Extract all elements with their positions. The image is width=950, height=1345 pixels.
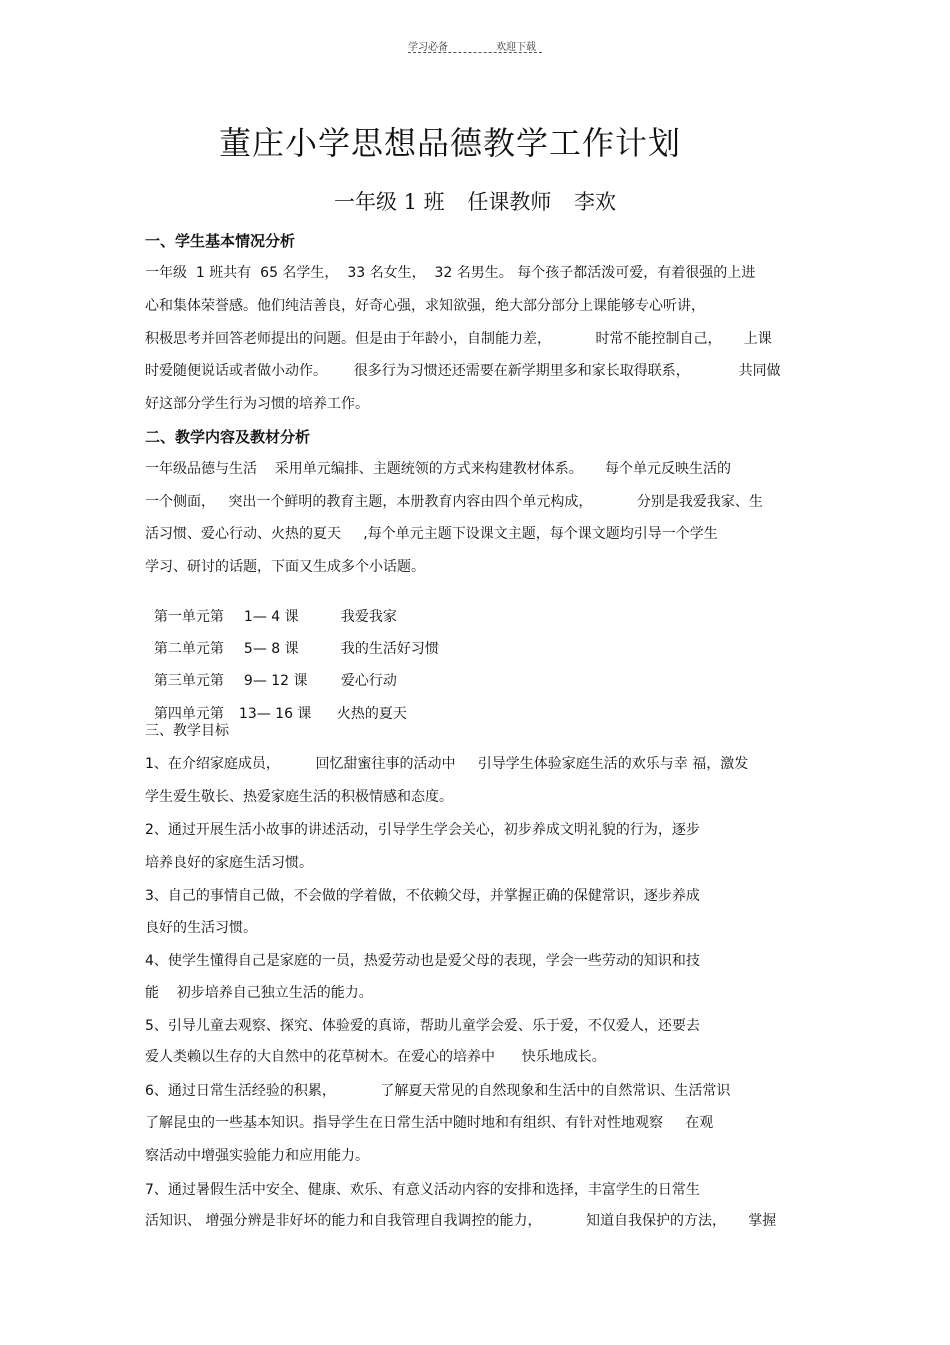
header-left-text: 学习必备 [408,42,448,53]
unit-topic: 爱心行动 [340,673,397,689]
paragraph-line: 良好的生活习惯。 [145,920,257,936]
section-heading-3: 三、教学目标 [145,723,229,739]
unit-label: 第一单元第 [153,609,224,625]
unit-label: 第四单元第 [153,706,224,722]
unit-row [145,654,397,690]
paragraph-line: 培养良好的家庭生活习惯。 [145,855,313,871]
paragraph-line: 心和集体荣誉感。他们纯洁善良，好奇心强，求知欲强，绝大部分部分上课能够专心听讲， [145,298,705,314]
unit-row [145,622,439,658]
paragraph-line: 6、通过日常生活经验的积累， 了解夏天常见的自然现象和生活中的自然常识、生活常识 [145,1083,731,1099]
paragraph-line: 一年级品德与生活 采用单元编排、主题统领的方式来构建教材体系。 每个单元反映生活的 [145,461,732,477]
unit-lessons: 13— 16 课 [238,706,312,722]
paragraph-line: 7、通过暑假生活中安全、健康、欢乐、有意义活动内容的安排和选择，丰富学生的日常生 [145,1182,700,1198]
paragraph-line: 爱人类赖以生存的大自然中的花草树木。在爱心的培养中 快乐地成长。 [145,1049,606,1065]
paragraph-line: 活知识、 增强分辨是非好坏的能力和自我管理自我调控的能力， 知道自我保护的方法， 掌握 [145,1213,777,1229]
paragraph-line: 3、自己的事情自己做，不会做的学着做，不依赖父母，并掌握正确的保健常识，逐步养成 [145,888,700,904]
unit-topic: 我爱我家 [340,609,397,625]
unit-topic: 火热的夏天 [336,706,407,722]
paragraph-line: 4、使学生懂得自己是家庭的一员，热爱劳动也是爱父母的表现，学会一些劳动的知识和技 [145,953,700,969]
unit-row [145,687,407,723]
paragraph-line: 2、通过开展生活小故事的讲述活动，引导学生学会关心，初步养成文明礼貌的行为，逐步 [145,822,700,838]
section-heading-2: 二、教学内容及教材分析 [145,428,311,446]
subtitle-grade: 一年级 1 班 [333,190,445,214]
subtitle-role: 任课教师 [467,190,552,214]
header-divider [408,52,542,53]
unit-lessons: 5— 8 课 [243,641,299,657]
paragraph-line: 好这部分学生行为习惯的培养工作。 [145,396,369,412]
paragraph-line: 一个侧面， 突出一个鲜明的教育主题，本册教育内容由四个单元构成， 分别是我爱我家、生 [145,494,763,510]
subtitle-teacher-name: 李欢 [574,190,617,214]
paragraph-line: 学生爱生敬长、热爱家庭生活的积极情感和态度。 [145,789,453,805]
unit-label: 第三单元第 [153,673,224,689]
paragraph-line: 察活动中增强实验能力和应用能力。 [145,1148,369,1164]
paragraph-line: 了解昆虫的一些基本知识。指导学生在日常生活中随时地和有组织、有针对性地观察 在观 [145,1115,714,1131]
unit-lessons: 1— 4 课 [243,609,299,625]
paragraph-line: 活习惯、爱心行动、火热的夏天 ,每个单元主题下设课文主题，每个课文题均引导一个学生 [145,526,718,542]
header-right-text: 欢迎下载 [496,42,536,53]
unit-row [145,590,397,626]
document-subtitle [0,186,950,216]
paragraph-line: 时爱随便说话或者做小动作。 很多行为习惯还还需要在新学期里多和家长取得联系， 共同做 [145,363,781,379]
paragraph-line: 5、引导儿童去观察、探究、体验爱的真谛，帮助儿童学会爱、乐于爱，不仅爱人，还要去 [145,1018,700,1034]
document-title: 董庄小学思想品德教学工作计划 [218,124,681,162]
paragraph-line: 1、在介绍家庭成员， 回忆甜蜜往事的活动中 引导学生体验家庭生活的欢乐与幸 福，激发 [145,756,749,772]
paragraph-line: 学习、研讨的话题，下面又生成多个小话题。 [145,559,425,575]
unit-lessons: 9— 12 课 [243,673,308,689]
unit-label: 第二单元第 [153,641,224,657]
paragraph-line: 一年级 1 班共有 65 名学生， 33 名女生， 32 名男生。 每个孩子都活泼可爱，有着很强的上进 [145,265,756,281]
section-heading-1: 一、学生基本情况分析 [145,232,296,250]
paragraph-line: 能 初步培养自己独立生活的能力。 [145,985,373,1001]
paragraph-line: 积极思考并回答老师提出的问题。但是由于年龄小，自制能力差， 时常不能控制自己， 上课 [145,331,772,347]
unit-topic: 我的生活好习惯 [340,641,439,657]
